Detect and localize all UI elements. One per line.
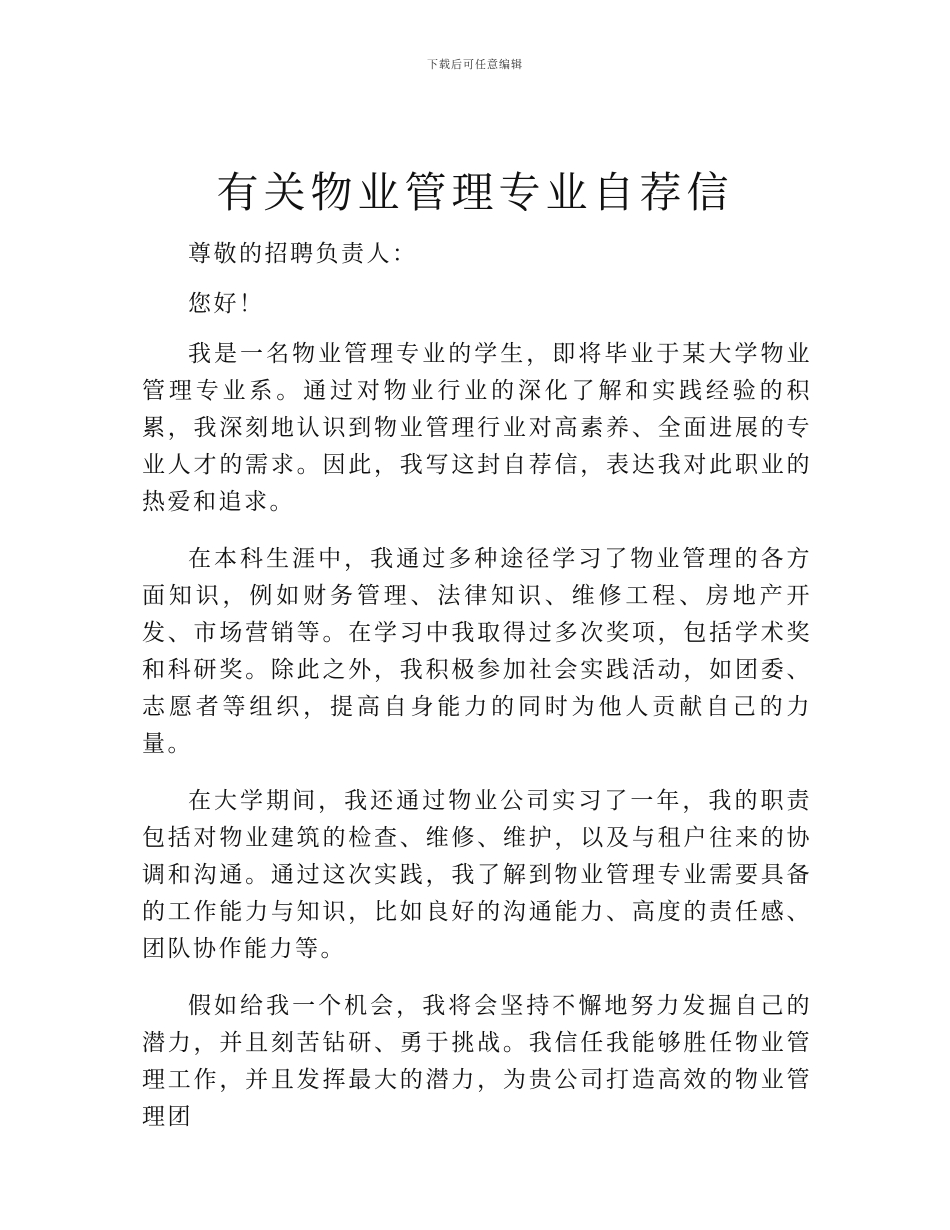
salutation: 尊敬的招聘负责人： (188, 241, 418, 267)
paragraph-introduction: 我是一名物业管理专业的学生，即将毕业于某大学物业管理专业系。通过对物业行业的深化了解和实践经验的积累，我深刻地认识到物业管理行业对高素养、全面进展的专业人才的需求。因此，我写这封自荐信，表达我对此职业的热爱和追求。 (142, 341, 812, 515)
paragraph-education: 在本科生涯中，我通过多种途径学习了物业管理的各方面知识，例如财务管理、法律知识、维修工程、房地产开发、市场营销等。在学习中我取得过多次奖项，包括学术奖和科研奖。除此之外，我积极参加社会实践活动，如团委、志愿者等组织，提高自身能力的同时为他人贡献自己的力量。 (142, 546, 812, 757)
letter-body (142, 236, 812, 1156)
paragraph-commitment: 假如给我一个机会，我将会坚持不懈地努力发掘自己的潜力，并且刻苦钻研、勇于挑战。我信任我能够胜任物业管理工作，并且发挥最大的潜力，为贵公司打造高效的物业管理团 (142, 993, 812, 1130)
greeting: 您好！ (188, 291, 265, 317)
header-note: 下载后可任意编辑 (427, 58, 523, 71)
paragraph-internship: 在大学期间，我还通过物业公司实习了一年，我的职责包括对物业建筑的检查、维修、维护，以及与租户往来的协调和沟通。通过这次实践，我了解到物业管理专业需要具备的工作能力与知识，比如良好的沟通能力、高度的责任感、团队协作能力等。 (142, 788, 812, 962)
document-title: 有关物业管理专业自荐信 (216, 168, 734, 217)
